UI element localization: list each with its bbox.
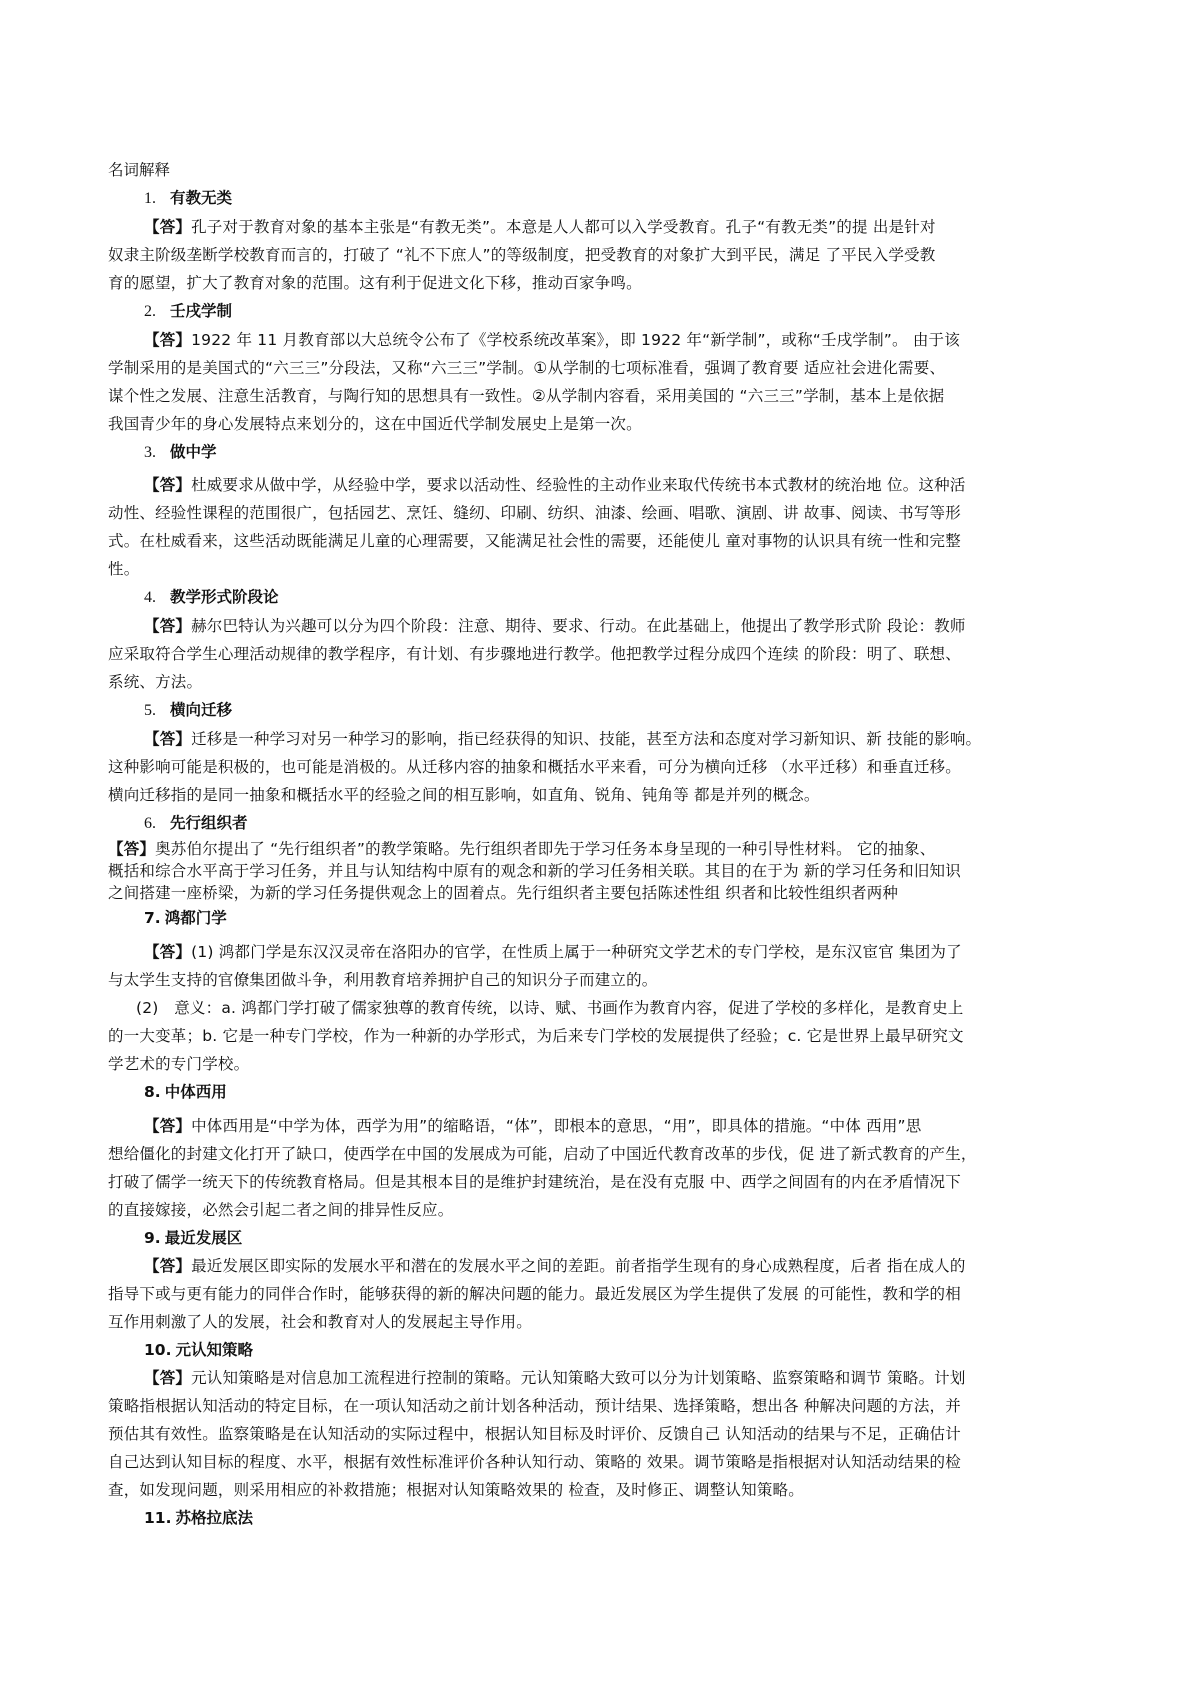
answer-tag: 【答】 [144, 1257, 192, 1275]
entry-number: 1. [144, 190, 156, 207]
answer-tag: 【答】 [144, 218, 192, 236]
entry-number: 6. [144, 815, 156, 832]
answer-line: 应采取符合学生心理活动规律的教学程序，有计划、有步骤地进行教学。他把教学过程分成四个连续 的阶段：明了、联想、 [108, 645, 961, 663]
answer-line: 之间搭建一座桥梁，为新的学习任务提供观念上的固着点。先行组织者主要包括陈述性组 织者和比较性组织者两种 [108, 884, 899, 902]
answer-line: 指导下或与更有能力的同伴合作时，能够获得的新的解决问题的能力。最近发展区为学生提供了发展 的可能性，教和学的相 [108, 1285, 961, 1303]
answer-tag: 【答】 [144, 730, 192, 748]
answer-line [108, 938, 1088, 966]
entry-number: 11. [144, 1509, 172, 1527]
answer-text: 中体西用是“中学为体，西学为用”的缩略语，“体”，即根本的意思，“用”，即具体的措施。“中体 西用”思 [191, 1117, 922, 1135]
entry-number: 10. [144, 1341, 172, 1359]
section-title: 名词解释 [108, 161, 171, 179]
entry-term: 中体西用 [164, 1083, 227, 1101]
entry-heading [108, 438, 1088, 467]
answer-line [108, 1364, 1088, 1392]
entry-term: 有教无类 [170, 189, 233, 207]
entry-heading [108, 809, 1088, 838]
answer-tag: 【答】 [144, 331, 192, 349]
entry-heading [108, 904, 1088, 932]
answer-line [108, 326, 1088, 354]
answer-line: 的直接嫁接，必然会引起二者之间的排异性反应。 [108, 1201, 454, 1219]
entry-term: 最近发展区 [164, 1229, 243, 1247]
answer-text: 元认知策略是对信息加工流程进行控制的策略。元认知策略大致可以分为计划策略、监察策略和调节 策略。计划 [191, 1369, 966, 1387]
answer-text: 最近发展区即实际的发展水平和潜在的发展水平之间的差距。前者指学生现有的身心成熟程度，后者 指在成人的 [191, 1257, 966, 1275]
answer-text: 迁移是一种学习对另一种学习的影响，指已经获得的知识、技能，甚至方法和态度对学习新知识、新 技能的影响。 [191, 730, 982, 748]
answer-text: 奥苏伯尔提出了 “先行组织者”的教学策略。先行组织者即先于学习任务本身呈现的一种引导性材料。 它的抽象、 [155, 840, 936, 858]
answer-tag: 【答】 [144, 1117, 192, 1135]
document-page [108, 156, 1088, 1532]
entry-term: 元认知策略 [175, 1341, 253, 1359]
answer-line: 育的愿望，扩大了教育对象的范围。这有利于促进文化下移，推动百家争鸣。 [108, 274, 642, 292]
answer-text: 1922 年 11 月教育部以大总统令公布了《学校系统改革案》，即 1922 年“新学制”，或称“壬戌学制”。 由于该 [191, 331, 960, 349]
entry-term: 苏格拉底法 [175, 1509, 253, 1527]
answer-line [108, 471, 1088, 499]
answer-line: 系统、方法。 [108, 673, 203, 691]
entry-term: 先行组织者 [170, 814, 248, 832]
answer-line: 性。 [108, 560, 140, 578]
answer-line [108, 213, 1088, 241]
answer-line: 策略指根据认知活动的特定目标，在一项认知活动之前计划各种活动，预计结果、选择策略，想出各 种解决问题的方法，并 [108, 1397, 961, 1415]
answer-tag: 【答】 [144, 1369, 192, 1387]
answer-line: 学艺术的专门学校。 [108, 1055, 250, 1073]
entry-term: 教学形式阶段论 [170, 588, 279, 606]
answer-line: 自己达到认知目标的程度、水平，根据有效性标准评价各种认知行动、策略的 效果。调节策略是指根据对认知活动结果的检 [108, 1453, 961, 1471]
entry-heading [108, 1078, 1088, 1106]
answer-line: 这种影响可能是积极的，也可能是消极的。从迁移内容的抽象和概括水平来看，可分为横向迁移 （水平迁移）和垂直迁移。 [108, 758, 961, 776]
answer-line: (2) 意义：a. 鸿都门学打破了儒家独尊的教育传统，以诗、赋、书画作为教育内容，促进了学校的多样化，是教育史上 [136, 999, 964, 1017]
entry-term: 做中学 [170, 443, 217, 461]
entry-term: 横向迁移 [170, 701, 233, 719]
answer-tag: 【答】 [144, 476, 192, 494]
entry-heading [108, 1224, 1088, 1252]
answer-line [108, 1252, 1088, 1280]
entry-number: 7. [144, 909, 161, 927]
answer-line [108, 725, 1088, 753]
entry-number: 3. [144, 444, 156, 461]
answer-line: 学制采用的是美国式的“六三三”分段法，又称“六三三”学制。①从学制的七项标准看，强调了教育要 适应社会进化需要、 [108, 359, 946, 377]
answer-line: 预估其有效性。监察策略是在认知活动的实际过程中，根据认知目标及时评价、反馈自己 认知活动的结果与不足，正确估计 [108, 1425, 961, 1443]
entry-heading [108, 1336, 1088, 1364]
answer-text: 孔子对于教育对象的基本主张是“有教无类”。本意是人人都可以入学受教育。孔子“有教无类”的提 出是针对 [191, 218, 936, 236]
answer-line: 查，如发现问题，则采用相应的补救措施；根据对认知策略效果的 检查，及时修正、调整认知策略。 [108, 1481, 804, 1499]
answer-tag: 【答】 [108, 840, 156, 858]
entry-number: 9. [144, 1229, 161, 1247]
answer-line: 谋个性之发展、注意生活教育，与陶行知的思想具有一致性。②从学制内容看，采用美国的 “六三三”学制，基本上是依据 [108, 387, 945, 405]
answer-line: 的一大变革；b. 它是一种专门学校，作为一种新的办学形式，为后来专门学校的发展提供了经验；c. 它是世界上最早研究文 [108, 1027, 964, 1045]
answer-line: 横向迁移指的是同一抽象和概括水平的经验之间的相互影响，如直角、锐角、钝角等 都是并列的概念。 [108, 786, 820, 804]
entry-heading [108, 297, 1088, 326]
answer-line: 与太学生支持的官僚集团做斗争，利用教育培养拥护自己的知识分子而建立的。 [108, 971, 658, 989]
entry-heading [108, 696, 1088, 725]
answer-line [108, 612, 1088, 640]
answer-line [108, 1112, 1088, 1140]
entry-number: 4. [144, 589, 156, 606]
entry-heading [108, 583, 1088, 612]
answer-text: 赫尔巴特认为兴趣可以分为四个阶段：注意、期待、要求、行动。在此基础上，他提出了教学形式阶 段论：教师 [191, 617, 966, 635]
answer-line: 概括和综合水平高于学习任务，并且与认知结构中原有的观念和新的学习任务相关联。其目的在于为 新的学习任务和旧知识 [108, 862, 961, 880]
answer-line: 互作用刺激了人的发展，社会和教育对人的发展起主导作用。 [108, 1313, 532, 1331]
entry-heading [108, 184, 1088, 213]
answer-line: 打破了儒学一统天下的传统教育格局。但是其根本目的是维护封建统治，是在没有克服 中、西学之间固有的内在矛盾情况下 [108, 1173, 961, 1191]
entry-number: 8. [144, 1083, 161, 1101]
entry-term: 壬戌学制 [170, 302, 233, 320]
answer-text: (1) 鸿都门学是东汉汉灵帝在洛阳办的官学，在性质上属于一种研究文学艺术的专门学校，是东汉宦官 集团为了 [191, 943, 962, 961]
entry-heading [108, 1504, 1088, 1532]
answer-tag: 【答】 [144, 943, 192, 961]
answer-line [108, 838, 1088, 860]
answer-tag: 【答】 [144, 617, 192, 635]
entry-term: 鸿都门学 [164, 909, 227, 927]
answer-line: 想给僵化的封建文化打开了缺口，使西学在中国的发展成为可能，启动了中国近代教育改革的步伐，促 进了新式教育的产生， [108, 1145, 977, 1163]
answer-line: 式。在杜威看来，这些活动既能满足儿童的心理需要，又能满足社会性的需要，还能使儿 童对事物的认识具有统一性和完整 [108, 532, 961, 550]
entry-number: 5. [144, 702, 156, 719]
entry-number: 2. [144, 303, 156, 320]
answer-line: 动性、经验性课程的范围很广，包括园艺、烹饪、缝纫、印刷、纺织、油漆、绘画、唱歌、演剧、讲 故事、阅读、书写等形 [108, 504, 961, 522]
answer-line: 奴隶主阶级垄断学校教育而言的，打破了 “礼不下庶人”的等级制度，把受教育的对象扩大到平民，满足 了平民入学受教 [108, 246, 936, 264]
answer-line: 我国青少年的身心发展特点来划分的，这在中国近代学制发展史上是第一次。 [108, 415, 642, 433]
answer-text: 杜威要求从做中学，从经验中学，要求以活动性、经验性的主动作业来取代传统书本式教材的统治地 位。这种活 [191, 476, 966, 494]
